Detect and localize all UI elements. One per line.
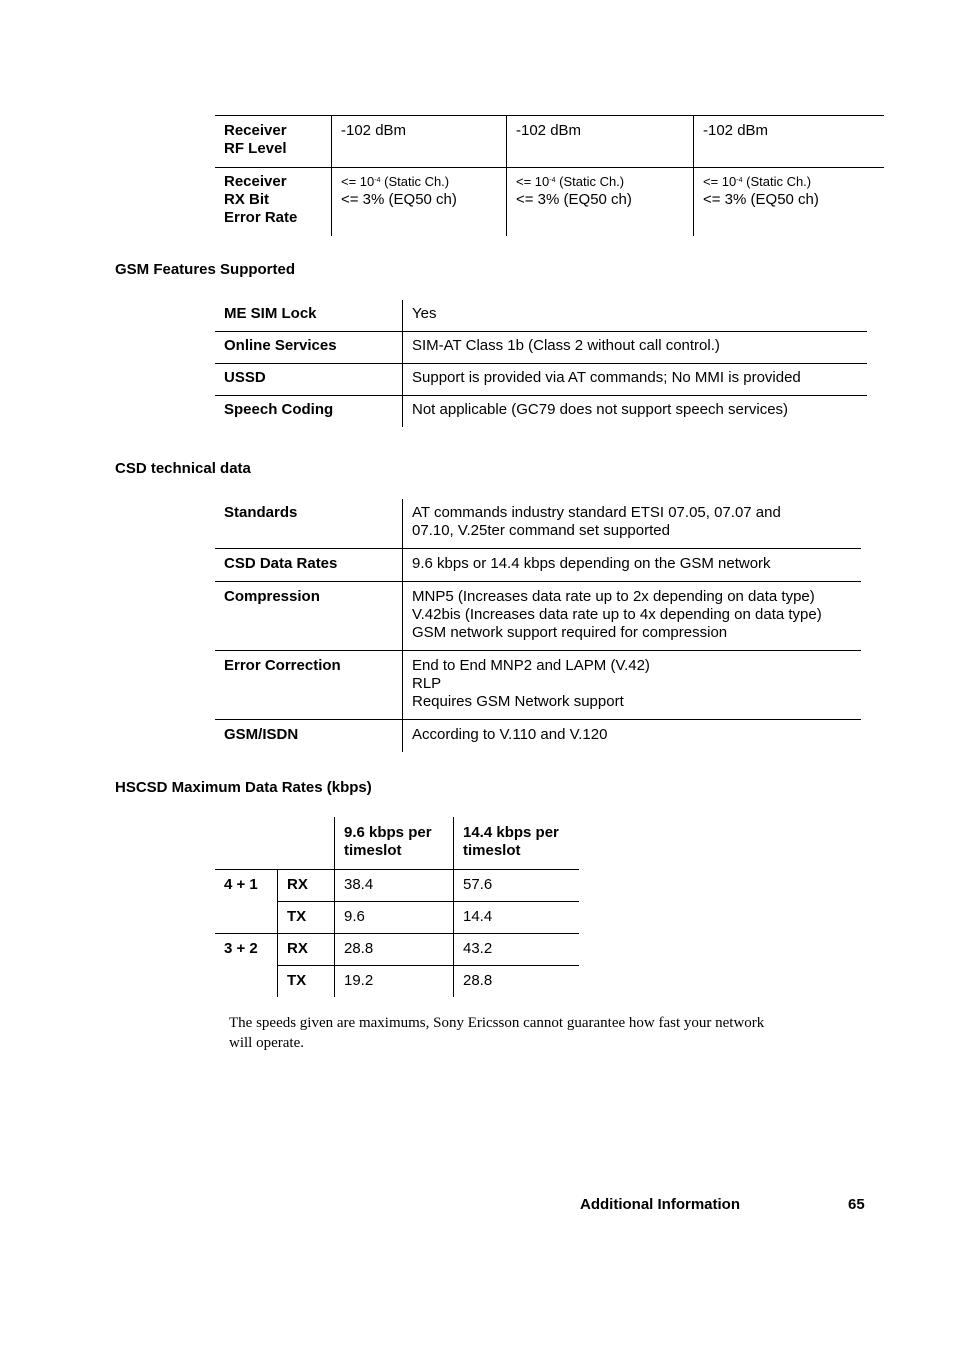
ber-static: <= $10^{-4}$ (Static Ch.) — [703, 174, 812, 189]
table-row — [215, 364, 867, 396]
ber-eq50: <= 3% (EQ50 ch) — [341, 191, 457, 208]
table-row — [215, 396, 867, 428]
row-label — [215, 116, 332, 168]
cell-value — [507, 168, 694, 237]
speed-note — [229, 1013, 829, 1053]
label-line: RF Level — [224, 140, 287, 157]
row-label: Compression — [215, 582, 403, 651]
rate-value: 57.6 — [454, 870, 580, 902]
header-line: 9.6 kbps per — [344, 824, 432, 841]
cell-value: Not applicable (GC79 does not support speech services) — [403, 396, 868, 428]
table-row — [215, 168, 884, 237]
empty-cell — [215, 966, 278, 998]
direction: TX — [278, 966, 335, 998]
row-label — [215, 168, 332, 237]
note-line: The speeds given are maximums, Sony Ericsson cannot guarantee how fast your network — [229, 1015, 765, 1031]
footer-section-title: Additional Information — [580, 1196, 740, 1213]
value-line: According to V.110 and V.120 — [412, 726, 608, 743]
rate-value: 28.8 — [335, 934, 454, 966]
section-heading: CSD technical data — [115, 460, 251, 477]
cell-value: Yes — [403, 300, 868, 332]
value-line: Requires GSM Network support — [412, 693, 624, 710]
table-row — [215, 934, 579, 966]
label-line: RX Bit — [224, 191, 269, 208]
cell-value — [403, 549, 862, 582]
table-row — [215, 332, 867, 364]
header-line: timeslot — [344, 842, 402, 859]
empty-cell — [278, 817, 335, 870]
row-label: Standards — [224, 504, 298, 521]
label-line: Error Rate — [224, 209, 298, 226]
rate-value: 28.8 — [454, 966, 580, 998]
timeslot-config: 3 + 2 — [215, 934, 278, 966]
hscsd-table — [215, 817, 579, 997]
value-line: End to End MNP2 and LAPM (V.42) — [412, 657, 650, 674]
cell-value: SIM-AT Class 1b (Class 2 without call control.) — [403, 332, 868, 364]
cell-value: -102 dBm — [507, 116, 694, 168]
row-label: USSD — [215, 364, 403, 396]
cell-value: -102 dBm — [694, 116, 885, 168]
label-line: Receiver — [224, 122, 287, 139]
value-line: MNP5 (Increases data rate up to 2x depending on data type) — [412, 588, 815, 605]
cell-value — [332, 168, 507, 237]
receiver-table — [215, 115, 884, 236]
cell-value: Support is provided via AT commands; No MMI is provided — [403, 364, 868, 396]
row-label: Speech Coding — [215, 396, 403, 428]
rate-value: 14.4 — [454, 902, 580, 934]
row-label: CSD Data Rates — [215, 549, 403, 582]
table-row — [215, 582, 861, 651]
table-row — [215, 549, 861, 582]
row-label: Online Services — [215, 332, 403, 364]
table-header-row — [215, 817, 579, 870]
cell-value: -102 dBm — [332, 116, 507, 168]
table-row — [215, 116, 884, 168]
cell-value — [403, 651, 862, 720]
ber-eq50: <= 3% (EQ50 ch) — [703, 191, 819, 208]
cell-value — [403, 499, 862, 549]
value-line: AT commands industry standard ETSI 07.05, 07.07 and — [412, 504, 781, 521]
column-header — [335, 817, 454, 870]
direction: RX — [278, 934, 335, 966]
page-number: 65 — [848, 1196, 865, 1213]
header-line: timeslot — [463, 842, 521, 859]
table-row — [215, 300, 867, 332]
ber-static: <= $10^{-4}$ (Static Ch.) — [516, 174, 625, 189]
rate-value: 38.4 — [335, 870, 454, 902]
value-line: GSM network support required for compression — [412, 624, 728, 641]
ber-static: <= $10^{-4}$ (Static Ch.) — [341, 174, 450, 189]
empty-cell — [215, 902, 278, 934]
direction: RX — [278, 870, 335, 902]
row-label: Error Correction — [215, 651, 403, 720]
rate-value: 43.2 — [454, 934, 580, 966]
value-line: 07.10, V.25ter command set supported — [412, 522, 670, 539]
csd-table — [215, 499, 861, 752]
ber-eq50: <= 3% (EQ50 ch) — [516, 191, 632, 208]
direction: TX — [278, 902, 335, 934]
gsm-features-table — [215, 300, 867, 427]
rate-value: 9.6 — [335, 902, 454, 934]
row-label: GSM/ISDN — [215, 720, 403, 753]
table-row — [215, 870, 579, 902]
row-label: ME SIM Lock — [224, 305, 317, 322]
note-line: will operate. — [229, 1035, 304, 1051]
value-line: 9.6 kbps or 14.4 kbps depending on the GSM network — [412, 555, 771, 572]
timeslot-config: 4 + 1 — [215, 870, 278, 902]
section-heading: HSCSD Maximum Data Rates (kbps) — [115, 779, 372, 796]
rate-value: 19.2 — [335, 966, 454, 998]
section-heading: GSM Features Supported — [115, 261, 296, 278]
column-header — [454, 817, 580, 870]
table-row — [215, 966, 579, 998]
table-row — [215, 902, 579, 934]
table-row — [215, 720, 861, 753]
value-line: RLP — [412, 675, 442, 692]
cell-value — [403, 720, 862, 753]
label-line: Receiver — [224, 173, 287, 190]
table-row — [215, 499, 861, 549]
cell-value — [694, 168, 885, 237]
empty-cell — [215, 817, 278, 870]
value-line: V.42bis (Increases data rate up to 4x depending on data type) — [412, 606, 822, 623]
table-row — [215, 651, 861, 720]
header-line: 14.4 kbps per — [463, 824, 559, 841]
cell-value — [403, 582, 862, 651]
